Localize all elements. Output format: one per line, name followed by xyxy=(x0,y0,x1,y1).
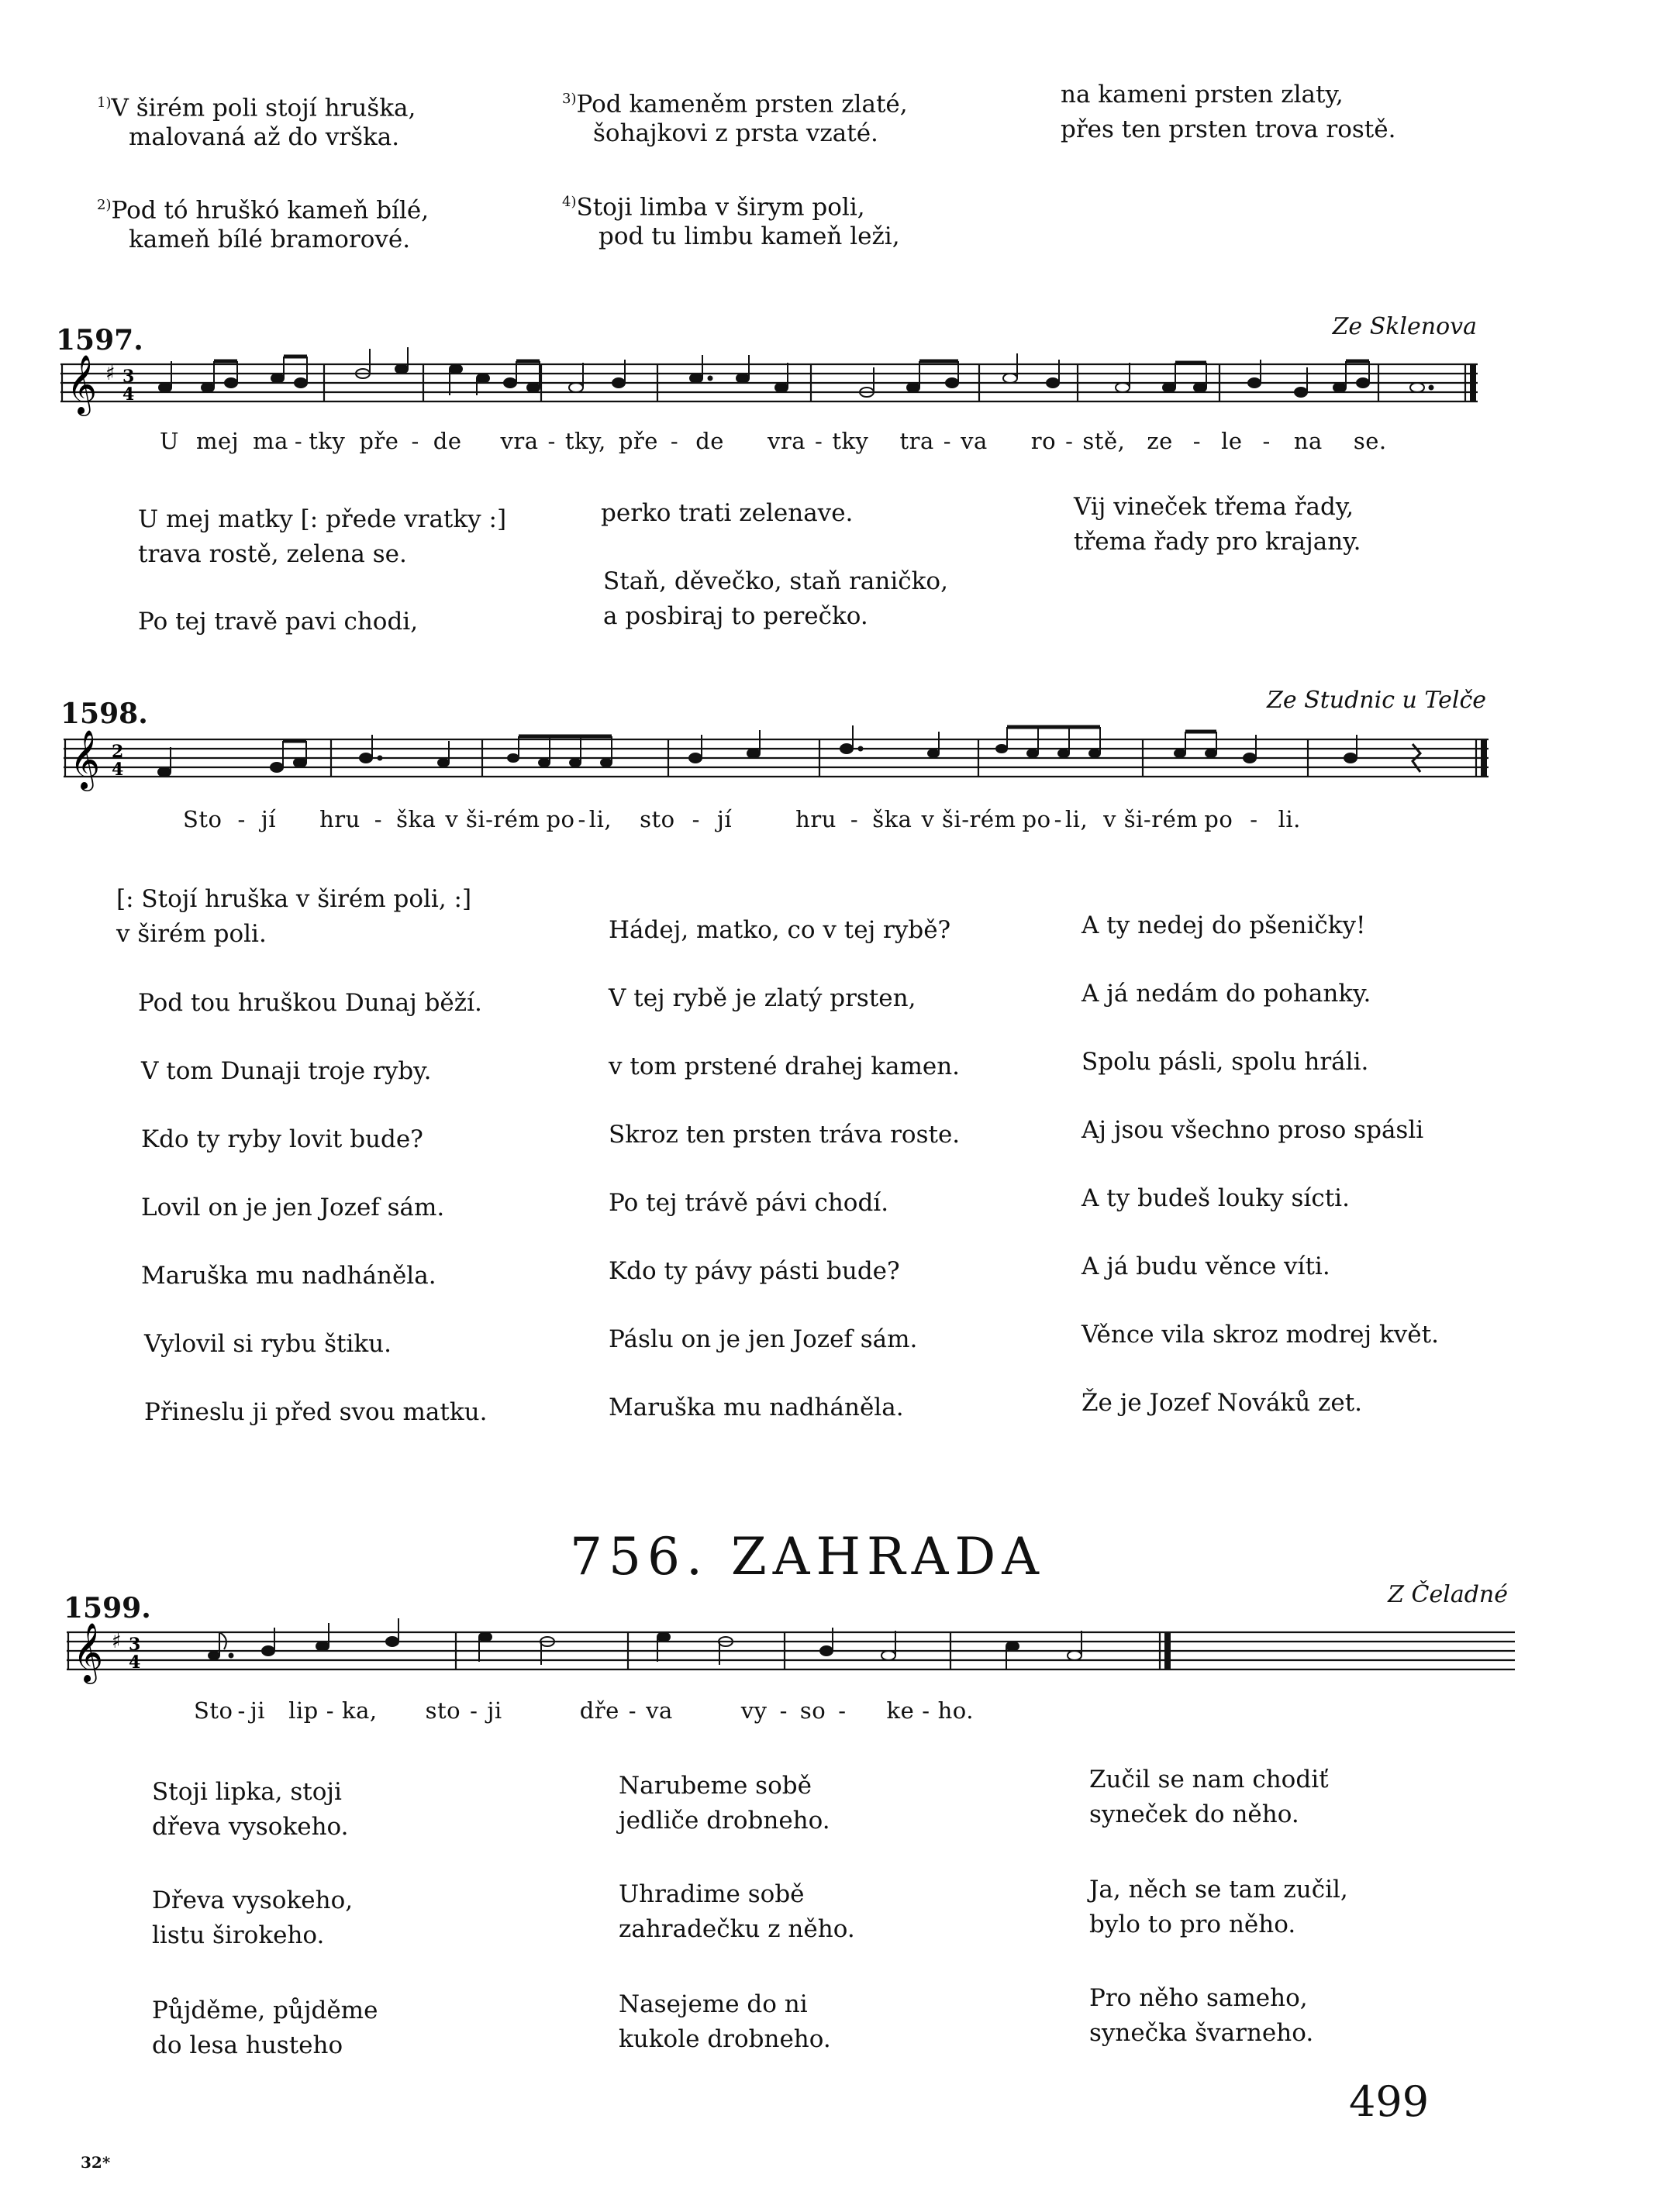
verse: A já budu věnce víti. xyxy=(1081,1252,1330,1280)
song-source: Ze Sklenova xyxy=(1332,313,1477,340)
music-staff-1599 xyxy=(67,1614,1524,1699)
lyric-syllable: tky xyxy=(832,428,869,454)
verse: Dřeva vysokeho, listu širokeho. xyxy=(152,1886,354,1949)
svg-text:4: 4 xyxy=(122,384,135,405)
lyric-syllable: - xyxy=(1054,806,1062,832)
lyric-syllable: vra xyxy=(767,428,806,454)
page-number: 499 xyxy=(1349,2077,1430,2126)
lyrics-line-1599 xyxy=(194,1697,974,1724)
time-signature: 3 xyxy=(122,367,135,387)
lyric-syllable: - xyxy=(411,428,419,454)
verse: Aj jsou všechno proso spásli xyxy=(1081,1116,1424,1144)
verse: V tej rybě je zlatý prsten, xyxy=(609,984,916,1012)
lyric-syllable: li, xyxy=(1064,806,1088,832)
footnote-mark: 3) xyxy=(562,91,577,107)
lyric-syllable: - xyxy=(779,1697,788,1724)
verse: Vij vineček třema řady, třema řady pro krajany. xyxy=(1074,493,1361,556)
lyric-syllable: le xyxy=(1221,428,1243,454)
verse: Kdo ty ryby lovit bude? xyxy=(141,1125,423,1153)
lyric-syllable: - xyxy=(628,1697,637,1724)
svg-text:𝄞: 𝄞 xyxy=(70,729,101,789)
lyric-syllable: Sto xyxy=(194,1697,233,1724)
verse: [: Stojí hruška v širém poli, :] v širém poli. xyxy=(116,885,472,948)
footnote-5-line-1: na kameni prsten zlaty, xyxy=(1061,81,1344,109)
lyric-syllable: - xyxy=(850,806,859,832)
verse: Narubeme sobě jedliče drobneho. xyxy=(619,1772,830,1835)
verse: v tom prstené drahej kamen. xyxy=(609,1053,961,1080)
lyric-syllable: de xyxy=(433,428,462,454)
svg-text:4: 4 xyxy=(112,760,124,780)
verse: Přineslu ji před svou matku. xyxy=(144,1398,488,1426)
lyrics-line-1597 xyxy=(160,428,1387,454)
lyric-syllable: na xyxy=(1293,428,1323,454)
verse: Věnce vila skroz modrej květ. xyxy=(1081,1321,1439,1349)
lyric-syllable: U xyxy=(160,428,179,454)
lyric-syllable: - xyxy=(237,806,246,832)
verse: Maruška mu nadháněla. xyxy=(141,1262,436,1290)
lyric-syllable: li. xyxy=(1278,806,1301,832)
lyric-syllable: va xyxy=(646,1697,673,1724)
verse: A já nedám do pohanky. xyxy=(1081,980,1371,1008)
verse: V tom Dunaji troje ryby. xyxy=(141,1057,432,1085)
lyric-syllable: - xyxy=(578,806,586,832)
lyric-syllable: tky xyxy=(309,428,346,454)
footnote-mark: 1) xyxy=(97,95,112,111)
lyric-syllable: stě, xyxy=(1082,428,1126,454)
verse: Po tej travě pavi chodi, xyxy=(138,608,419,636)
lyric-syllable: - xyxy=(1065,428,1074,454)
lyric-syllable: hru xyxy=(795,806,837,832)
lyric-syllable: Sto xyxy=(183,806,223,832)
song-source: Ze Studnic u Telče xyxy=(1267,687,1486,714)
verse: Maruška mu nadháněla. xyxy=(609,1394,904,1421)
verse: Staň, děvečko, staň raničko, a posbiraj to perečko. xyxy=(603,567,948,630)
svg-text:𝄞: 𝄞 xyxy=(67,354,98,414)
lyric-syllable: li, xyxy=(588,806,612,832)
lyric-syllable: ška xyxy=(396,806,436,832)
lyric-syllable: ke xyxy=(886,1697,915,1724)
lyric-syllable: pře xyxy=(359,428,399,454)
lyric-syllable: jí xyxy=(716,806,733,832)
svg-text:4: 4 xyxy=(129,1652,141,1673)
footnote-line: Pod kameněm prsten zlaté, xyxy=(576,90,908,119)
lyric-syllable: - xyxy=(326,1697,335,1724)
section-heading: 756. ZAHRADA xyxy=(570,1527,1045,1587)
verse: Uhradime sobě zahradečku z něho. xyxy=(619,1880,855,1943)
verse: A ty nedej do pšeničky! xyxy=(1081,911,1366,939)
lyric-syllable: so xyxy=(799,1697,826,1724)
lyric-syllable: po xyxy=(1022,806,1051,832)
verse: Stoji lipka, stoji dřeva vysokeho. xyxy=(152,1778,349,1841)
lyric-syllable: po xyxy=(546,806,575,832)
verse: Zučil se nam chodiť syneček do něho. xyxy=(1089,1766,1329,1828)
svg-text:♯: ♯ xyxy=(112,1630,122,1653)
lyric-syllable: v ši-rém xyxy=(1103,806,1199,832)
lyric-syllable: jí xyxy=(260,806,277,832)
lyric-syllable: hru xyxy=(319,806,360,832)
verse: Skroz ten prsten tráva roste. xyxy=(609,1121,961,1149)
lyric-syllable: - xyxy=(1192,428,1202,454)
lyric-syllable: - xyxy=(1250,806,1258,832)
footnote-mark: 4) xyxy=(562,194,577,210)
footnote-line: Pod tó hruškó kameň bílé, xyxy=(111,196,429,225)
lyric-syllable: ji xyxy=(250,1697,266,1724)
verse: Pod tou hruškou Dunaj běží. xyxy=(138,989,482,1017)
lyric-syllable: vy xyxy=(740,1697,768,1724)
verse: Půjděme, půjděme do lesa husteho xyxy=(152,1997,378,2059)
printer-signature: 32* xyxy=(81,2153,111,2172)
lyric-syllable: mej xyxy=(195,428,240,454)
lyric-syllable: pře xyxy=(618,428,658,454)
song-source: Z Čeladné xyxy=(1388,1581,1508,1608)
verse: Lovil on je jen Jozef sám. xyxy=(141,1194,445,1221)
music-staff-1597 xyxy=(60,346,1487,431)
lyric-syllable: - xyxy=(294,428,303,454)
verse: Ja, něch se tam zučil, bylo to pro něho. xyxy=(1089,1876,1348,1938)
lyric-syllable: - xyxy=(547,428,556,454)
verse: Pro něho sameho, synečka švarneho. xyxy=(1089,1984,1314,2047)
lyric-syllable: de xyxy=(695,428,724,454)
lyric-syllable: lip xyxy=(288,1697,319,1724)
footnote-1-line-2: malovaná až do vrška. xyxy=(129,123,400,151)
footnote-line: V širém poli stojí hruška, xyxy=(111,94,416,122)
footnote-3-line-2: šohajkovi z prsta vzaté. xyxy=(593,119,878,147)
footnote-5-line-2: přes ten prsten trova rostě. xyxy=(1061,115,1396,143)
verse: A ty budeš louky sícti. xyxy=(1081,1184,1350,1212)
lyrics-line-1598 xyxy=(183,806,1301,832)
verse: Hádej, matko, co v tej rybě? xyxy=(609,916,951,944)
svg-text:3: 3 xyxy=(129,1635,141,1655)
verse: Po tej trávě pávi chodí. xyxy=(609,1189,889,1217)
verse: U mej matky [: přede vratky :] trava rostě, zelena se. xyxy=(138,505,507,568)
lyric-syllable: ška xyxy=(872,806,912,832)
song-number: 1597. xyxy=(56,324,143,357)
lyric-syllable: v ši-rém xyxy=(445,806,540,832)
verse: perko trati zelenave. xyxy=(601,499,854,527)
lyric-syllable: va xyxy=(961,428,988,454)
lyric-syllable: sto xyxy=(425,1697,461,1724)
lyric-syllable: ro xyxy=(1030,428,1057,454)
lyric-syllable: - xyxy=(922,1697,930,1724)
lyric-syllable: - xyxy=(470,1697,478,1724)
lyric-syllable: - xyxy=(1262,428,1271,454)
lyric-syllable: po xyxy=(1204,806,1233,832)
verse: Kdo ty pávy pásti bude? xyxy=(609,1257,900,1285)
footnote-2-line-2: kameň bílé bramorové. xyxy=(129,226,411,253)
lyric-syllable: v ši-rém xyxy=(921,806,1016,832)
svg-text:2: 2 xyxy=(112,742,124,762)
song-number: 1599. xyxy=(64,1592,151,1625)
verse: Páslu on je jen Jozef sám. xyxy=(609,1325,918,1353)
lyric-syllable: dře xyxy=(579,1697,619,1724)
lyric-syllable: tky, xyxy=(564,428,606,454)
song-number: 1598. xyxy=(60,698,148,730)
verse: Vylovil si rybu štiku. xyxy=(144,1330,392,1358)
lyric-syllable: - xyxy=(237,1697,246,1724)
footnote-line: Stoji limba v širym poli, xyxy=(576,193,865,222)
music-staff-1598 xyxy=(64,721,1490,806)
lyric-syllable: - xyxy=(838,1697,847,1724)
verse: Nasejeme do ni kukole drobneho. xyxy=(619,1990,831,2053)
svg-text:𝄞: 𝄞 xyxy=(73,1622,104,1682)
lyric-syllable: ka, xyxy=(342,1697,378,1724)
lyric-syllable: ji xyxy=(487,1697,502,1724)
lyric-syllable: ze xyxy=(1147,428,1173,454)
lyric-syllable: ho. xyxy=(937,1697,974,1724)
verse: Spolu pásli, spolu hráli. xyxy=(1081,1048,1369,1076)
lyric-syllable: - xyxy=(815,428,823,454)
lyric-syllable: - xyxy=(692,806,700,832)
lyric-syllable: - xyxy=(374,806,383,832)
lyric-syllable: se. xyxy=(1353,428,1387,454)
lyric-syllable: sto xyxy=(640,806,675,832)
lyric-syllable: tra xyxy=(899,428,934,454)
lyric-syllable: - xyxy=(943,428,952,454)
verse: Že je Jozef Nováků zet. xyxy=(1081,1389,1363,1417)
lyric-syllable: vra xyxy=(500,428,539,454)
footnote-4-line-2: pod tu limbu kameň leži, xyxy=(599,222,900,250)
lyric-syllable: ma xyxy=(253,428,288,454)
footnote-mark: 2) xyxy=(97,197,112,213)
lyric-syllable: - xyxy=(670,428,679,454)
svg-text:♯: ♯ xyxy=(105,362,116,385)
